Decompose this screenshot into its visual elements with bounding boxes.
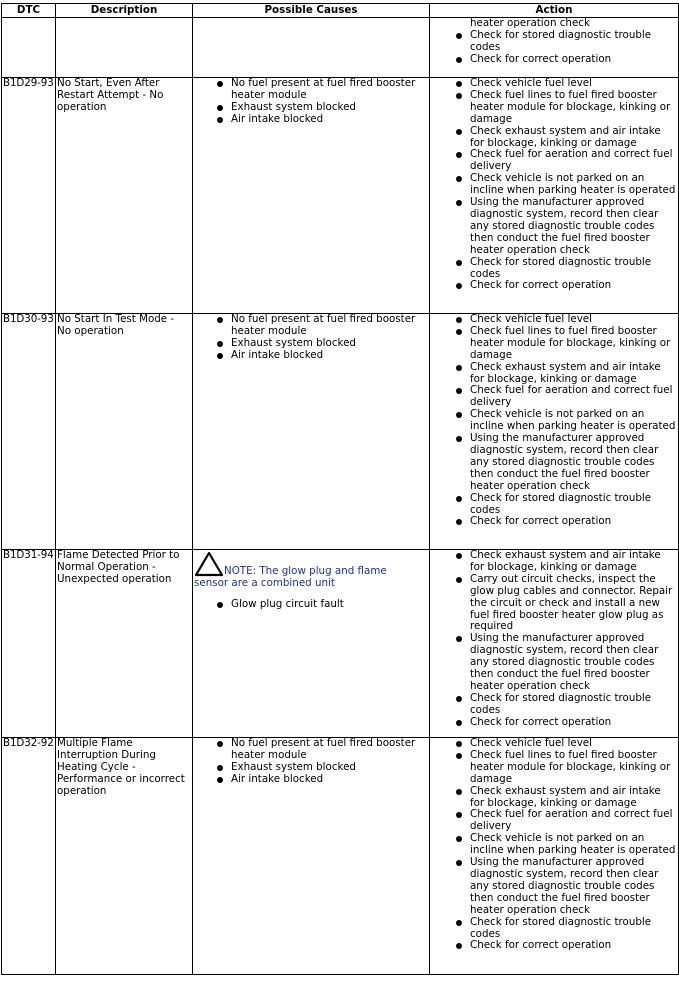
cause-list [194, 738, 428, 786]
table-row [2, 738, 679, 975]
possible-causes-cell [193, 18, 430, 78]
note-first-line [194, 551, 428, 578]
cause-item: No fuel present at fuel fired booster heater module [231, 314, 428, 338]
dtc-code [2, 18, 56, 78]
action-list [431, 738, 677, 952]
action-cell [430, 550, 679, 738]
dtc-code: B1D29-93 [2, 78, 56, 314]
note-text-part1: NOTE: The glow plug and flame [224, 565, 387, 577]
cause-item: Air intake blocked [231, 774, 428, 786]
action-item: Check exhaust system and air intake for blockage, kinking or damage [470, 786, 677, 810]
action-item: Check fuel lines to fuel fired booster heater module for blockage, kinking or damage [470, 90, 677, 126]
action-item: Check exhaust system and air intake for blockage, kinking or damage [470, 550, 677, 574]
action-cell [430, 738, 679, 975]
action-item: Check vehicle fuel level [470, 738, 677, 750]
note-text-part2: sensor are a combined unit [194, 576, 335, 589]
action-item: Using the manufacturer approved diagnostic system, record then clear any stored diagnostic trouble codes then conduct the fuel fired booster heater operation check [470, 857, 677, 917]
dtc-description: Multiple Flame Interruption During Heating Cycle - Performance or incorrect operation [56, 738, 193, 975]
action-list [431, 78, 677, 292]
action-list [431, 314, 677, 528]
dtc-description [56, 18, 193, 78]
table-row [2, 314, 679, 550]
action-item: Check for correct operation [470, 516, 677, 528]
dtc-description: No Start, Even After Restart Attempt - No operation [56, 78, 193, 314]
dtc-code: B1D32-92 [2, 738, 56, 975]
action-item: Check vehicle is not parked on an incline when parking heater is operated [470, 832, 676, 857]
table-row [2, 18, 679, 78]
action-continuation: heater operation check [470, 17, 590, 29]
header-possible-causes: Possible Causes [193, 4, 430, 18]
action-item: Check for stored diagnostic trouble codes [470, 257, 677, 281]
dtc-description: Flame Detected Prior to Normal Operation - Unexpected operation [56, 550, 193, 738]
action-item: Check exhaust system and air intake for blockage, kinking or damage [470, 362, 677, 386]
cause-item: Exhaust system blocked [231, 102, 428, 114]
action-item: Check fuel lines to fuel fired booster heater module for blockage, kinking or damage [470, 750, 677, 786]
note-block [194, 550, 428, 590]
action-item: Check vehicle is not parked on an incline when parking heater is operated [470, 172, 676, 197]
action-item: Using the manufacturer approved diagnostic system, record then clear any stored diagnostic trouble codes then conduct the fuel fired booster heater operation check [470, 433, 677, 493]
cause-item: Exhaust system blocked [231, 338, 428, 350]
cause-item: Air intake blocked [231, 350, 428, 362]
cause-item: No fuel present at fuel fired booster heater module [231, 738, 428, 762]
cause-item: Glow plug circuit fault [231, 599, 428, 611]
cause-item: No fuel present at fuel fired booster heater module [231, 78, 428, 102]
action-item: Using the manufacturer approved diagnostic system, record then clear any stored diagnostic trouble codes then conduct the fuel fired booster heater operation check [470, 197, 677, 257]
action-item: Check for stored diagnostic trouble codes [470, 693, 677, 717]
header-description: Description [56, 4, 193, 18]
action-item: Check fuel lines to fuel fired booster heater module for blockage, kinking or damage [470, 326, 677, 362]
action-item: Check for stored diagnostic trouble codes [470, 493, 677, 517]
action-item: Check for correct operation [470, 54, 677, 66]
dtc-code: B1D30-93 [2, 314, 56, 550]
dtc-table [1, 3, 679, 975]
table-row [2, 78, 679, 314]
dtc-code: B1D31-94 [2, 550, 56, 738]
action-cell [430, 18, 679, 78]
possible-causes-cell [193, 78, 430, 314]
action-item: Check for stored diagnostic trouble codes [470, 30, 677, 54]
possible-causes-cell [193, 738, 430, 975]
action-item: Check for correct operation [470, 717, 677, 729]
action-cell [430, 78, 679, 314]
action-item: Using the manufacturer approved diagnostic system, record then clear any stored diagnostic trouble codes then conduct the fuel fired booster heater operation check [470, 633, 677, 693]
action-cell [430, 314, 679, 550]
header-action: Action [430, 4, 679, 18]
action-item: Check vehicle fuel level [470, 314, 677, 326]
action-item: Check fuel for aeration and correct fuel delivery [470, 809, 677, 833]
action-list [431, 30, 677, 66]
cause-list [194, 314, 428, 362]
possible-causes-cell [193, 550, 430, 738]
action-item: Check for correct operation [470, 280, 677, 292]
action-item: Check exhaust system and air intake for blockage, kinking or damage [470, 126, 677, 150]
action-item: Check for stored diagnostic trouble codes [470, 917, 677, 941]
cause-item: Air intake blocked [231, 114, 428, 126]
action-item: Check for correct operation [470, 940, 677, 952]
table-row [2, 550, 679, 738]
table-header-row [2, 4, 679, 18]
action-item: Check vehicle is not parked on an incline when parking heater is operated [470, 408, 676, 433]
warning-triangle-icon [194, 551, 224, 577]
action-item: Carry out circuit checks, inspect the glow plug cables and connector. Repair the circuit or check and install a new fuel fired booster heater glow plug as required [470, 574, 677, 634]
possible-causes-cell [193, 314, 430, 550]
action-list [431, 550, 677, 729]
action-item: Check fuel for aeration and correct fuel delivery [470, 385, 677, 409]
cause-list [194, 599, 428, 611]
dtc-description: No Start In Test Mode - No operation [56, 314, 193, 550]
cause-item: Exhaust system blocked [231, 762, 428, 774]
header-dtc: DTC [2, 4, 56, 18]
action-item: Check vehicle fuel level [470, 78, 677, 90]
cause-list [194, 78, 428, 126]
action-item: Check fuel for aeration and correct fuel delivery [470, 149, 677, 173]
